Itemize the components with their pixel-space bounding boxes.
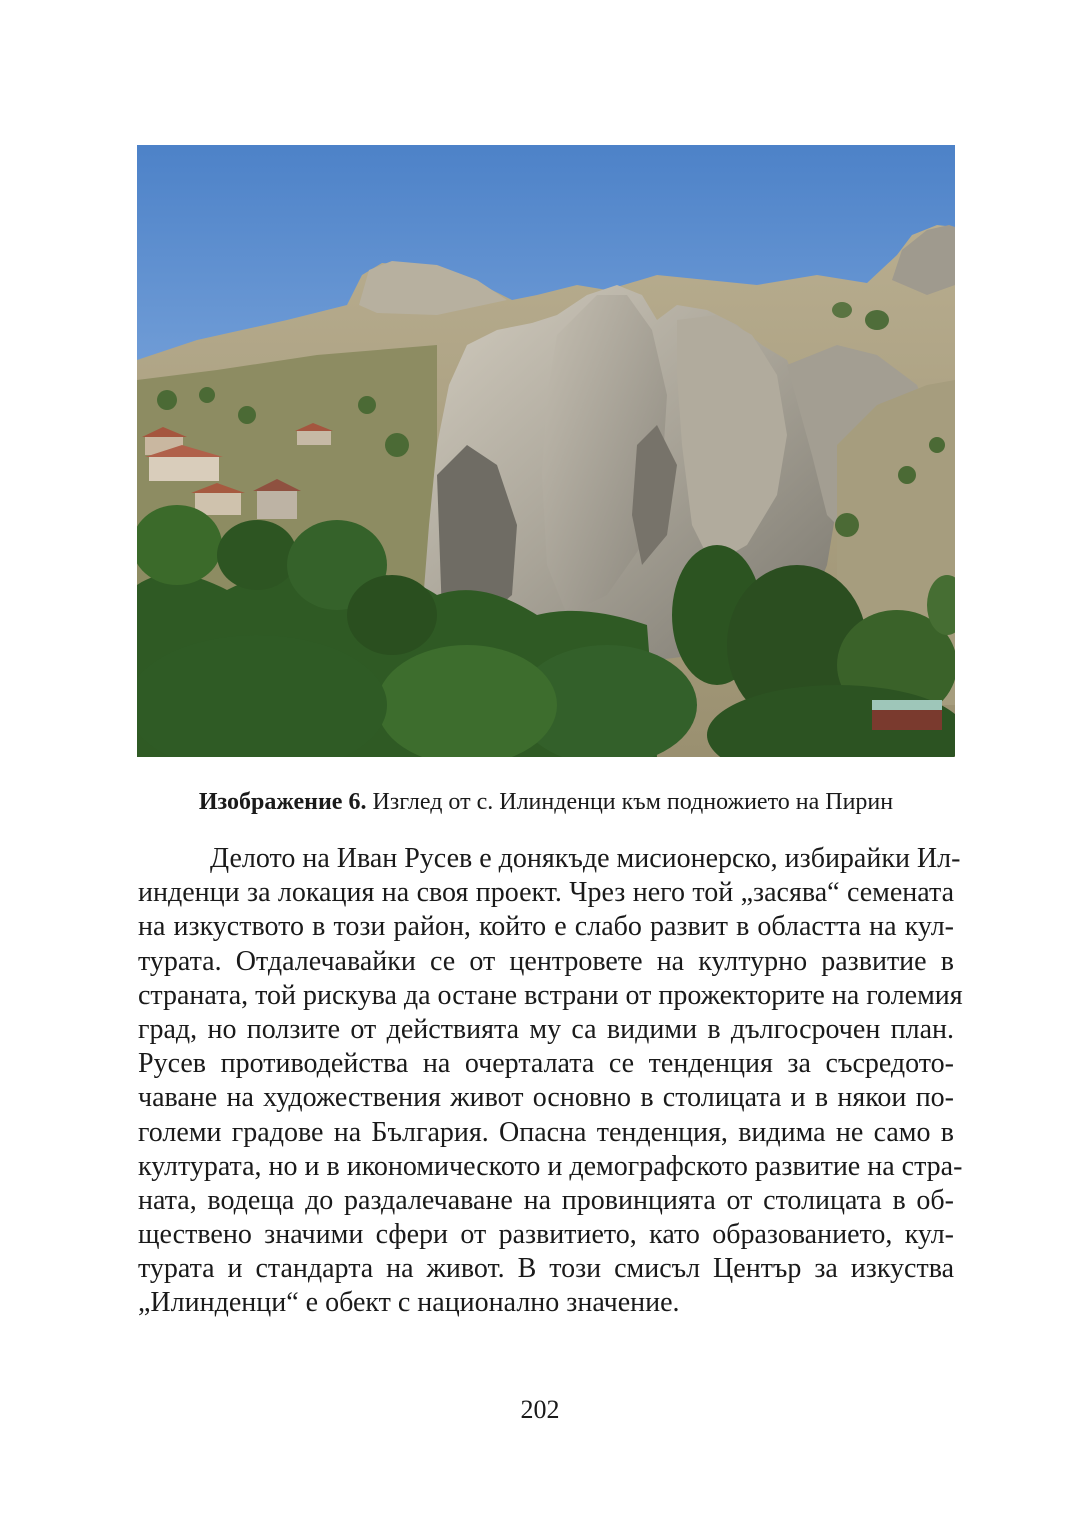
page-number: 202 [520, 1395, 560, 1424]
text-line: „Илинденци“ е обект с национално значение. [138, 1287, 680, 1319]
roof-bottom-right [872, 700, 942, 710]
figure-photo [137, 145, 955, 757]
text-line: ществено значими сфери от развитието, като образованието, кул- [138, 1219, 954, 1251]
text-line: турата и стандарта на живот. В този смисъл Център за изкуства [138, 1253, 954, 1285]
text-line: на изкуството в този район, който е слабо развит в областта на кул- [138, 911, 954, 943]
text-line: чаване на художествения живот основно в столицата и в някои по- [138, 1082, 954, 1114]
figure-caption [137, 786, 955, 818]
text-line: Делото на Иван Русев е донякъде мисионерско, избирайки Ил- [210, 843, 961, 874]
building-bottom-right [872, 710, 942, 730]
text-line: големи градове на България. Опасна тенденция, видима не само в [138, 1116, 954, 1148]
caption-label: Изображение 6. [198, 789, 367, 815]
text-line: страната, той рискува да остане встрани от прожекторите на големия [138, 979, 963, 1011]
text-line: културата, но и в икономическото и демографското развитие на стра- [138, 1150, 963, 1182]
caption-text: Изглед от с. Илинденци към подножието на Пирин [366, 789, 894, 815]
text-line: инденци за локация на своя проект. Чрез него той „засява“ семената [138, 877, 954, 909]
body-paragraph [138, 842, 963, 1321]
text-line: град, но ползите от действията му са видими в дългосрочен план. [138, 1013, 954, 1045]
text-line: ната, водеща до раздалечаване на провинцията от столицата в об- [138, 1184, 954, 1216]
text-line: турата. Отдалечавайки се от центровете на културно развитие в [138, 945, 954, 977]
text-line: Русев противодейства на очерталата се тенденция за съсредото- [138, 1048, 954, 1080]
